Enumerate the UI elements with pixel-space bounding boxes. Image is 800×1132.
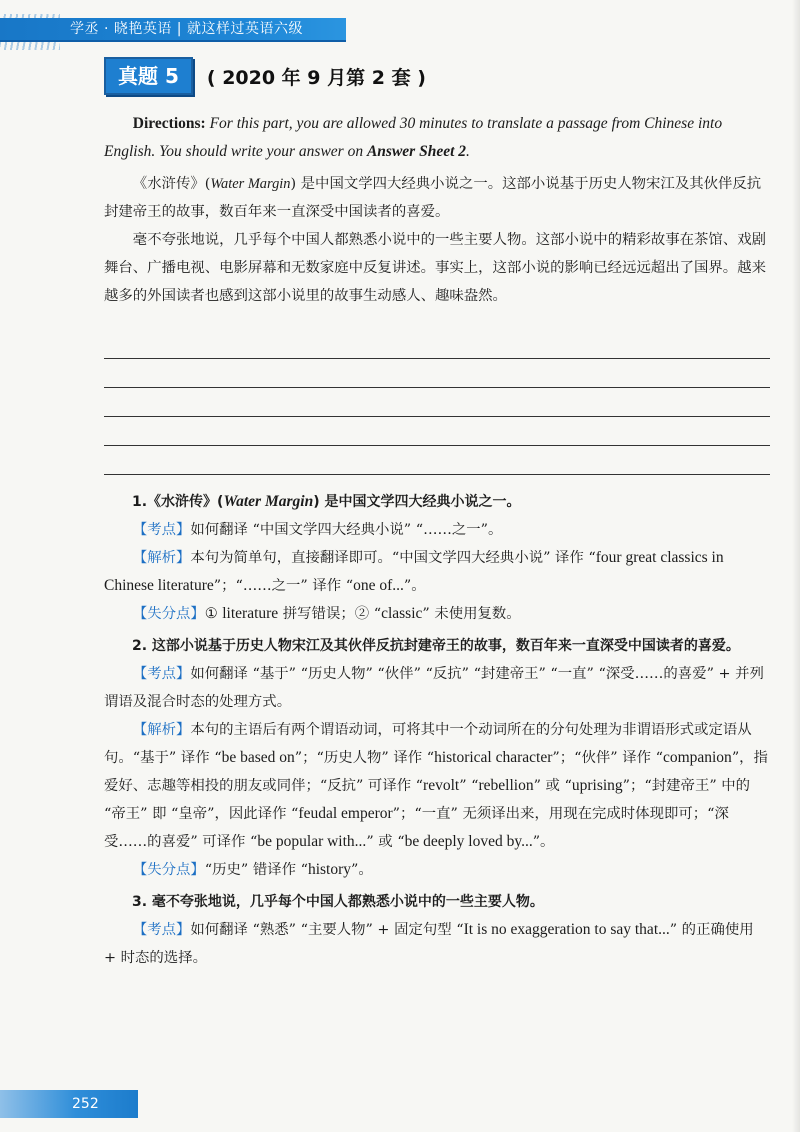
question-title xyxy=(104,58,426,94)
answer-line xyxy=(104,388,770,417)
title-subtitle: ( 2020 年 9 月第 2 套 ) xyxy=(206,66,426,89)
kaodian-3: 【考点】如何翻译 “熟悉” “主要人物” + 固定句型 “It is no exaggeration to say that...” 的正确使用 + 时态的选择。 xyxy=(104,921,754,966)
answer-lines xyxy=(104,330,770,475)
footer-banner xyxy=(0,1090,138,1118)
page-number: 252 xyxy=(72,1096,99,1112)
directions-label: Directions: xyxy=(132,115,206,132)
answer-line xyxy=(104,359,770,388)
shifendian-2: 【失分点】“历史” 错译作 “history”。 xyxy=(132,861,373,878)
sentence-2-heading: 2. 这部小说基于历史人物宋江及其伙伴反抗封建帝王的故事，数百年来一直深受中国读者的喜爱。 xyxy=(132,638,740,654)
answer-line xyxy=(104,446,770,475)
page-edge-shadow xyxy=(792,0,800,1132)
analysis-section xyxy=(104,484,770,972)
kaodian-2: 【考点】如何翻译 “基于” “历史人物” “伙伴” “反抗” “封建帝王” “一直” “深受……的喜爱” + 并列谓语及混合时态的处理方式。 xyxy=(104,666,764,710)
series-title: 学丞 · 晓艳英语 | 就这样过英语六级 xyxy=(70,21,303,37)
jiexi-1: 【解析】本句为简单句，直接翻译即可。“中国文学四大经典小说” 译作 “four great classics in Chinese literature”；“……之一” 译作 “one of...”。 xyxy=(104,549,724,594)
answer-line xyxy=(104,417,770,446)
answer-line xyxy=(104,330,770,359)
jiexi-2: 【解析】本句的主语后有两个谓语动词，可将其中一个动词所在的分句处理为非谓语形式或定语从句。“基于” 译作 “be based on”；“历史人物” 译作 “historical character”；“伙伴” 译作 “companion”，指爱好、志趣等相投的朋友或同伴；“反抗” 可译作 “revolt” “rebellion” 或 “uprising”；“封建帝王” 中的 “帝王” 即 “皇帝”，因此译作 “feudal emperor”；“一直” 无须译出来，用现在完成时体现即可；“深受……的喜爱” 可译作 “be popular with...” 或 “be deeply loved by...”。 xyxy=(104,722,768,850)
sentence-1-heading: 1.《水浒传》(Water Margin) 是中国文学四大经典小说之一。 xyxy=(132,493,521,510)
chinese-passage xyxy=(104,170,770,310)
header-banner xyxy=(0,18,346,42)
passage-paragraph-1: 《水浒传》(Water Margin) 是中国文学四大经典小说之一。这部小说基于历史人物宋江及其伙伴反抗封建帝王的故事，数百年来一直深受中国读者的喜爱。 xyxy=(104,176,762,220)
kaodian-1: 【考点】如何翻译 “中国文学四大经典小说” “……之一”。 xyxy=(132,522,503,538)
sentence-3-heading: 3. 毫不夸张地说，几乎每个中国人都熟悉小说中的一些主要人物。 xyxy=(132,894,544,910)
title-badge: 真题 5 xyxy=(104,57,193,95)
passage-paragraph-2: 毫不夸张地说，几乎每个中国人都熟悉小说中的一些主要人物。这部小说中的精彩故事在茶馆、戏剧舞台、广播电视、电影屏幕和无数家庭中反复讲述。事实上，这部小说的影响已经远远超出了国界。越来越多的外国读者也感到这部小说里的故事生动感人、趣味盎然。 xyxy=(104,232,766,304)
shifendian-1: 【失分点】① literature 拼写错误；② “classic” 未使用复数。 xyxy=(132,605,521,622)
directions-paragraph: Directions: For this part, you are allowed 30 minutes to translate a passage from Chinese into English. You should write your answer on Answer Sheet 2. xyxy=(104,115,723,160)
directions xyxy=(104,110,770,166)
